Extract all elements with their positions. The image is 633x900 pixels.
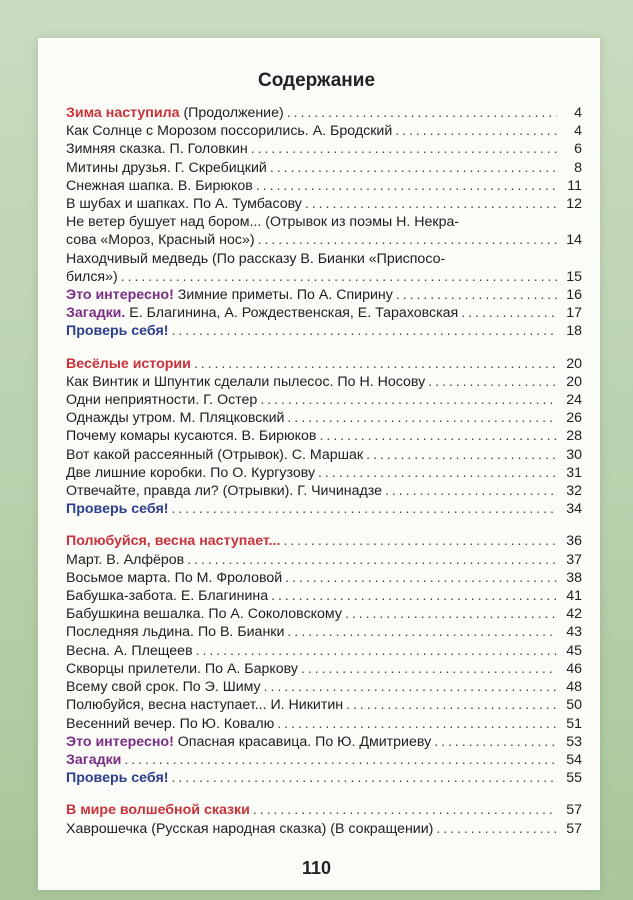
toc-entry-title bbox=[66, 696, 343, 714]
toc-page-number: 38 bbox=[566, 569, 582, 586]
toc-entry bbox=[66, 769, 582, 787]
toc-page-number: 48 bbox=[566, 679, 582, 696]
dot-leader bbox=[256, 177, 557, 195]
toc-page-number: 14 bbox=[566, 232, 582, 249]
toc-entry-title bbox=[66, 551, 184, 569]
toc-entry-heading: Полюбуйся, весна наступает... bbox=[66, 533, 281, 550]
toc-entry-text: Митины друзья. Г. Скребицкий bbox=[66, 159, 267, 176]
dot-leader bbox=[270, 159, 557, 177]
toc-page-number: 43 bbox=[566, 624, 582, 641]
toc-page-number: 6 bbox=[574, 141, 582, 158]
toc-entry-title bbox=[66, 678, 261, 696]
toc-entry bbox=[66, 820, 582, 838]
toc-entry bbox=[66, 751, 582, 769]
toc-page-number: 32 bbox=[566, 483, 582, 500]
toc-entry-text: Весна. А. Плещеев bbox=[66, 642, 193, 659]
toc-page-number: 28 bbox=[566, 428, 582, 445]
toc-entry-title bbox=[66, 177, 253, 195]
toc-entry bbox=[66, 660, 582, 678]
dot-leader bbox=[396, 286, 557, 304]
toc-entry bbox=[66, 231, 582, 249]
toc-entry-text: бился») bbox=[66, 268, 118, 285]
dot-leader bbox=[171, 322, 557, 340]
table-of-contents bbox=[66, 104, 582, 838]
toc-entry bbox=[66, 268, 582, 286]
toc-entry bbox=[66, 623, 582, 641]
toc-page-number: 42 bbox=[566, 606, 582, 623]
dot-leader bbox=[277, 715, 557, 733]
toc-entry-text: (Продолжение) bbox=[179, 105, 284, 121]
toc-entry-text: В шубах и шапках. По А. Тумбасову bbox=[66, 196, 302, 213]
toc-entry-text: Отвечайте, правда ли? (Отрывки). Г. Чичинадзе bbox=[66, 483, 383, 500]
toc-entry-heading: В мире волшебной сказки bbox=[66, 802, 250, 819]
toc-entry-text: Бабушка-забота. Е. Благинина bbox=[66, 588, 269, 605]
toc-entry-title bbox=[66, 569, 282, 587]
toc-entry bbox=[66, 355, 582, 373]
toc-page-number: 15 bbox=[566, 268, 582, 285]
dot-leader bbox=[194, 355, 557, 373]
toc-entry-title bbox=[66, 231, 255, 249]
toc-entry bbox=[66, 177, 582, 195]
dot-leader bbox=[385, 482, 557, 500]
toc-entry-text: Как Винтик и Шпунтик сделали пылесос. По Н. Носову bbox=[66, 373, 426, 390]
toc-entry-title bbox=[66, 104, 284, 122]
toc-entry-title bbox=[66, 446, 363, 464]
toc-entry bbox=[66, 122, 582, 140]
toc-entry bbox=[66, 446, 582, 464]
toc-page-number: 57 bbox=[566, 802, 582, 819]
dot-leader bbox=[301, 660, 557, 678]
toc-entry bbox=[66, 532, 582, 550]
dot-leader bbox=[345, 605, 557, 623]
toc-entry-text: Март. В. Алфёров bbox=[66, 551, 185, 568]
toc-entry bbox=[66, 605, 582, 623]
toc-entry bbox=[66, 304, 582, 322]
dot-leader bbox=[171, 769, 557, 787]
toc-page-number: 45 bbox=[566, 642, 582, 659]
toc-entry-heading: Зима наступила bbox=[66, 105, 180, 121]
toc-entry-title bbox=[66, 801, 250, 819]
toc-entry-title bbox=[66, 195, 302, 213]
toc-entry-title bbox=[66, 140, 248, 158]
dot-leader bbox=[124, 751, 557, 769]
dot-leader bbox=[395, 122, 557, 140]
dot-leader bbox=[253, 801, 557, 819]
toc-entry-text: Скворцы прилетели. По А. Баркову bbox=[66, 660, 298, 677]
toc-page-number: 54 bbox=[566, 751, 582, 768]
toc-entry-text: Снежная шапка. В. Бирюков bbox=[66, 177, 253, 194]
page-number: 110 bbox=[301, 858, 332, 878]
toc-page-number: 16 bbox=[566, 287, 582, 304]
toc-entry-title bbox=[66, 159, 267, 177]
toc-entry-text: Полюбуйся, весна наступает... И. Никитин bbox=[66, 697, 344, 714]
toc-entry-text: Как Солнце с Морозом поссорились. А. Бродский bbox=[66, 123, 393, 140]
toc-entry bbox=[66, 696, 582, 714]
group-divider bbox=[66, 787, 582, 801]
toc-page-number: 53 bbox=[566, 733, 582, 750]
toc-entry-heading: Проверь себя! bbox=[66, 770, 169, 787]
toc-entry-title bbox=[66, 820, 433, 838]
toc-page-number: 51 bbox=[566, 715, 582, 732]
toc-entry-title bbox=[66, 500, 168, 518]
toc-entry-title bbox=[66, 605, 342, 623]
toc-entry bbox=[66, 140, 582, 158]
toc-page-number: 26 bbox=[566, 410, 582, 427]
toc-entry bbox=[66, 427, 582, 445]
toc-entry bbox=[66, 500, 582, 518]
toc-entry-title bbox=[66, 409, 284, 427]
toc-entry-heading: Весёлые истории bbox=[66, 355, 191, 372]
toc-entry-title bbox=[66, 733, 431, 751]
toc-entry-title bbox=[66, 464, 315, 482]
toc-entry-heading: Загадки. bbox=[66, 305, 126, 322]
toc-entry-title bbox=[66, 322, 168, 340]
dot-leader bbox=[251, 140, 557, 158]
dot-leader bbox=[366, 446, 557, 464]
toc-entry bbox=[66, 482, 582, 500]
toc-entry bbox=[66, 286, 582, 304]
toc-entry-heading: Проверь себя! bbox=[66, 501, 169, 518]
toc-entry-text: Восьмое марта. По М. Фроловой bbox=[66, 569, 283, 586]
toc-entry-text: Однажды утром. М. Пляцковский bbox=[66, 410, 285, 427]
toc-entry-line: Находчивый медведь (По рассказу В. Бианки «Приспосо- bbox=[66, 250, 446, 267]
toc-entry-heading: Это интересно! bbox=[66, 287, 174, 304]
toc-page-number: 36 bbox=[566, 533, 582, 550]
toc-entry-title bbox=[66, 623, 284, 641]
toc-entry-text: Всему свой срок. По Э. Шиму bbox=[66, 679, 261, 696]
toc-page-number: 20 bbox=[566, 355, 582, 372]
toc-page-number: 57 bbox=[566, 820, 582, 837]
dot-leader bbox=[121, 268, 557, 286]
toc-page-number: 55 bbox=[566, 770, 582, 787]
toc-entry-title bbox=[66, 427, 316, 445]
toc-entry-title bbox=[66, 355, 191, 373]
toc-entry-line: Не ветер бушует над бором... (Отрывок из поэмы Н. Некра- bbox=[66, 214, 460, 231]
dot-leader bbox=[319, 427, 557, 445]
toc-page-number: 46 bbox=[566, 660, 582, 677]
toc-entry bbox=[66, 409, 582, 427]
dot-leader bbox=[287, 623, 557, 641]
toc-page-number: 31 bbox=[566, 464, 582, 481]
toc-entry-heading: Загадки bbox=[66, 751, 122, 768]
toc-entry-text: Зимняя сказка. П. Головкин bbox=[66, 141, 248, 158]
toc-entry bbox=[66, 322, 582, 340]
toc-page-number: 34 bbox=[566, 501, 582, 518]
toc-page-number: 30 bbox=[566, 446, 582, 463]
toc-entry-text: Две лишние коробки. По О. Кургузову bbox=[66, 464, 316, 481]
dot-leader bbox=[287, 409, 557, 427]
toc-entry-title bbox=[66, 751, 121, 769]
toc-page-number: 50 bbox=[566, 697, 582, 714]
toc-entry-title bbox=[66, 482, 382, 500]
dot-leader bbox=[436, 820, 557, 838]
toc-entry-title bbox=[66, 286, 393, 304]
toc-entry-title bbox=[66, 373, 425, 391]
toc-entry bbox=[66, 587, 582, 605]
toc-page-number: 17 bbox=[566, 305, 582, 322]
toc-entry-text: Вот какой рассеянный (Отрывок). С. Маршак bbox=[66, 446, 364, 463]
toc-entry bbox=[66, 464, 582, 482]
dot-leader bbox=[434, 733, 557, 751]
group-divider bbox=[66, 341, 582, 355]
toc-page-number: 11 bbox=[567, 177, 582, 194]
dot-leader bbox=[318, 464, 557, 482]
dot-leader bbox=[305, 195, 557, 213]
toc-entry bbox=[66, 159, 582, 177]
dot-leader bbox=[428, 373, 557, 391]
toc-entry-title bbox=[66, 660, 298, 678]
dot-leader bbox=[260, 391, 557, 409]
toc-entry-title bbox=[66, 268, 118, 286]
toc-entry bbox=[66, 801, 582, 819]
toc-page-number: 4 bbox=[574, 123, 582, 140]
toc-page-number: 18 bbox=[566, 323, 582, 340]
toc-page-number: 8 bbox=[574, 159, 582, 176]
toc-entry bbox=[66, 391, 582, 409]
toc-entry-title bbox=[66, 642, 193, 660]
group-divider bbox=[66, 518, 582, 532]
toc-entry bbox=[66, 195, 582, 213]
toc-entry bbox=[66, 642, 582, 660]
dot-leader bbox=[461, 304, 557, 322]
dot-leader bbox=[283, 532, 557, 550]
toc-entry-title bbox=[66, 122, 392, 140]
toc-entry-title bbox=[66, 532, 280, 550]
dot-leader bbox=[264, 678, 557, 696]
page-title: Содержание bbox=[257, 70, 376, 91]
toc-entry-text: Е. Благинина, А. Рождественская, Е. Тараховская bbox=[125, 305, 459, 322]
toc-entry bbox=[66, 551, 582, 569]
toc-page-number: 20 bbox=[566, 373, 582, 390]
toc-entry bbox=[66, 104, 582, 122]
toc-page-number: 41 bbox=[566, 588, 582, 605]
toc-entry bbox=[66, 569, 582, 587]
dot-leader bbox=[187, 551, 557, 569]
toc-entry bbox=[66, 715, 582, 733]
toc-entry-text: Весенний вечер. По Ю. Ковалю bbox=[66, 715, 275, 732]
toc-page-number: 12 bbox=[566, 196, 582, 213]
toc-entry-text: Одни неприятности. Г. Остер bbox=[66, 392, 258, 409]
toc-entry-title bbox=[66, 587, 268, 605]
toc-entry bbox=[66, 733, 582, 751]
toc-entry-text: Бабушкина вешалка. По А. Соколовскому bbox=[66, 606, 342, 623]
toc-entry-text: Хаврошечка (Русская народная сказка) (В сокращении) bbox=[66, 820, 434, 837]
dot-leader bbox=[171, 500, 557, 518]
toc-entry-text: Зимние приметы. По А. Спирину bbox=[173, 287, 393, 304]
toc-entry bbox=[66, 678, 582, 696]
toc-entry-heading: Это интересно! bbox=[66, 733, 174, 750]
toc-page-number: 4 bbox=[574, 105, 582, 121]
toc-entry-title bbox=[66, 769, 168, 787]
toc-entry bbox=[66, 373, 582, 391]
toc-entry-text: сова «Мороз, Красный нос») bbox=[66, 232, 255, 249]
dot-leader bbox=[346, 696, 557, 714]
toc-entry-title bbox=[66, 391, 257, 409]
toc-entry-title bbox=[66, 304, 458, 322]
dot-leader bbox=[196, 642, 557, 660]
toc-page-number: 24 bbox=[566, 392, 582, 409]
toc-entry-title bbox=[66, 715, 274, 733]
dot-leader bbox=[271, 587, 557, 605]
toc-entry-text: Почему комары кусаются. В. Бирюков bbox=[66, 428, 317, 445]
dot-leader bbox=[285, 569, 557, 587]
toc-entry-text: Последняя льдина. По В. Бианки bbox=[66, 624, 285, 641]
dot-leader bbox=[258, 231, 557, 249]
toc-page-number: 37 bbox=[566, 551, 582, 568]
toc-entry-text: Опасная красавица. По Ю. Дмитриеву bbox=[173, 733, 432, 750]
dot-leader bbox=[287, 104, 557, 122]
toc-entry-heading: Проверь себя! bbox=[66, 323, 169, 340]
